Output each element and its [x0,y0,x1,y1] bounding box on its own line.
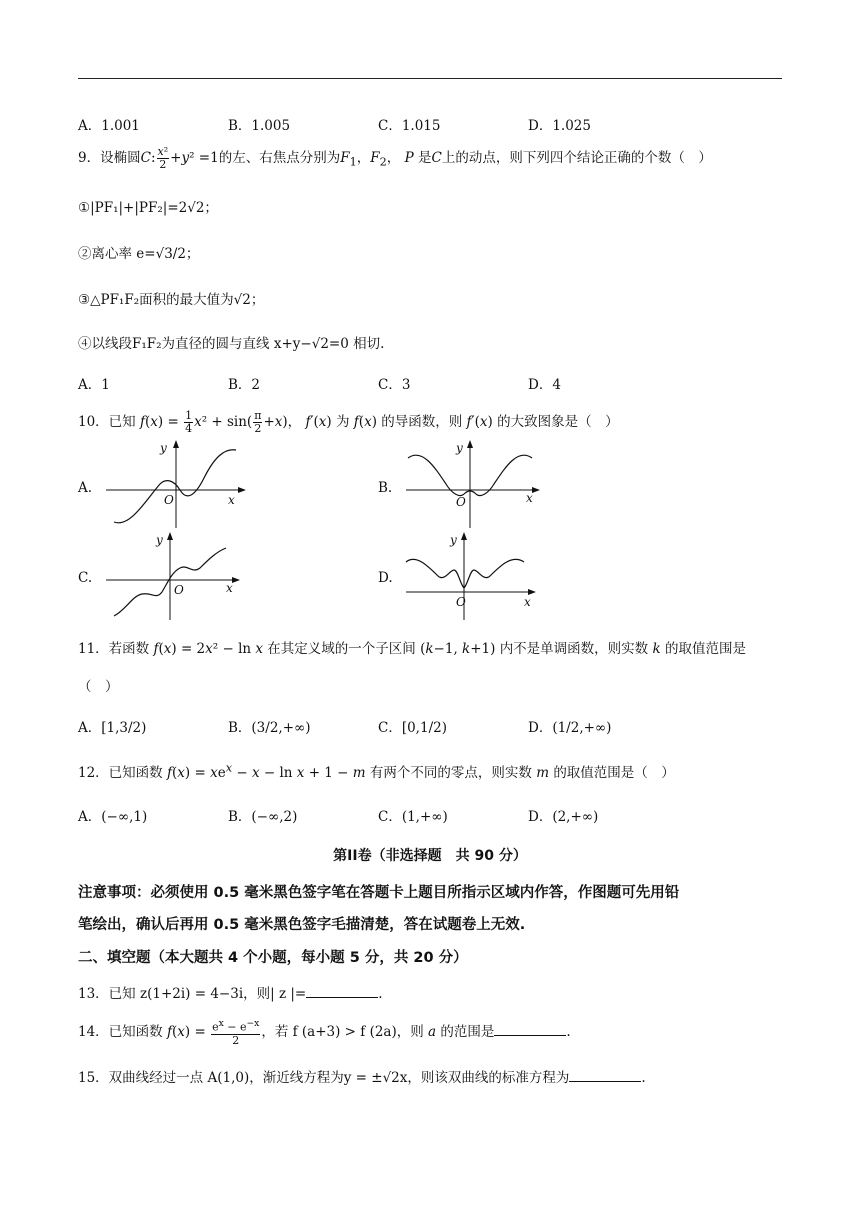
header-rule [78,78,782,79]
graph-c-y-label: y [156,533,163,547]
graph-a-x-label: x [228,493,235,507]
graph-d-y-label: y [450,533,457,547]
graph-d-label[interactable]: D. [378,570,393,586]
q11-option-b[interactable]: B．(3/2,+∞) [228,720,311,736]
graph-a-label[interactable]: A. [78,480,93,496]
q14: 14．已知函数 f(x) = $\frac{e^x - e^{-x}}{2}$ ，若 f (a+3) > f (2a)，则 a 的范围是 . [78,1018,571,1047]
graph-b-x-label: x [526,491,533,505]
graph-c-origin-label: O [174,583,184,597]
q11-option-c[interactable]: C．[0,1/2) [378,720,447,736]
q8-option-b[interactable]: B．1.005 [228,118,291,134]
graph-b-origin-label: O [456,495,466,509]
q9-option-d[interactable]: D．4 [528,377,561,393]
graph-b[interactable] [400,438,550,530]
q11-option-a[interactable]: A．[1,3/2) [78,720,147,736]
graph-a[interactable] [100,438,250,530]
graph-c-x-label: x [226,581,233,595]
q9-option-c[interactable]: C．3 [378,377,411,393]
q8-option-d[interactable]: D．1.025 [528,118,591,134]
graph-c-label[interactable]: C. [78,570,93,586]
q8-option-c[interactable]: C．1.015 [378,118,441,134]
q11-stem: 11．若函数 f(x) = 2x² − ln x 在其定义域的一个子区间 (k−1, k+1) 内不是单调函数，则实数 k 的取值范围是 [78,641,746,657]
q12-option-b[interactable]: B．(−∞,2) [228,809,298,825]
section2-title: 第II卷（非选择题 共 90 分） [333,848,527,864]
graph-c[interactable] [100,530,250,622]
q9-option-b[interactable]: B．2 [228,377,261,393]
q12-stem: 12．已知函数 $f(x) = xe^x - x - \ln x + 1 - m$ 有两个不同的零点，则实数 m 的取值范围是（ ） [78,761,675,781]
q15-answer-blank[interactable] [569,1069,641,1082]
q10-stem: 10．已知 f(x) = $\frac{1}{4}$ x² + sin( $\frac{\pi}{2}$ +x)， f′(x) 为 f(x) 的导函数，则 f′(x) 的大致图象是（ ） [78,409,619,435]
q9-item-1: ①|PF₁|+|PF₂|=2√2； [78,200,218,216]
q14-answer-blank[interactable] [494,1023,566,1036]
q11-option-d[interactable]: D．(1/2,+∞) [528,720,612,736]
q9-stem: 9．设椭圆C: $\frac{\text{x²}}{2}$ +y² =1的左、右焦点分别为$F_1$，$F_2$， P 是C上的动点，则下列四个结论正确的个数（ ） [78,145,712,171]
notice-line-2: 笔绘出，确认后再用 0.5 毫米黑色签字毛描清楚，答在试题卷上无效. [78,917,526,933]
notice-line-1: 注意事项：必须使用 0.5 毫米黑色签字笔在答题卡上题目所指示区域内作答，作图题可先用铅 [78,885,680,901]
graph-a-origin-label: O [164,493,174,507]
graph-b-y-label: y [456,441,463,455]
q12-option-a[interactable]: A．(−∞,1) [78,809,148,825]
q13: 13．已知 z(1+2i) = 4−3i，则| z |= . [78,986,383,1002]
graph-d-x-label: x [524,595,531,609]
fill-in-section-title: 二、填空题（本大题共 4 个小题，每小题 5 分，共 20 分） [78,950,468,966]
q13-answer-blank[interactable] [306,985,378,998]
q15: 15．双曲线经过一点 A(1,0)，渐近线方程为y = ±√2x，则该双曲线的标准方程为 . [78,1070,646,1086]
q11-answer-paren: （ ） [78,679,119,695]
q12-option-c[interactable]: C．(1,+∞) [378,809,448,825]
q8-option-a[interactable]: A．1.001 [78,118,140,134]
q9-option-a[interactable]: A．1 [78,377,110,393]
q9-item-4: ④以线段F₁F₂为直径的圆与直线 x+y−√2=0 相切. [78,336,385,352]
q9-item-2: ②离心率 e=√3/2； [78,246,200,262]
graph-d[interactable] [400,530,550,622]
q9-item-3: ③△PF₁F₂面积的最大值为√2； [78,292,265,308]
graph-a-y-label: y [160,441,167,455]
q12-option-d[interactable]: D．(2,+∞) [528,809,599,825]
graph-b-label[interactable]: B. [378,480,393,496]
graph-d-origin-label: O [456,595,466,609]
